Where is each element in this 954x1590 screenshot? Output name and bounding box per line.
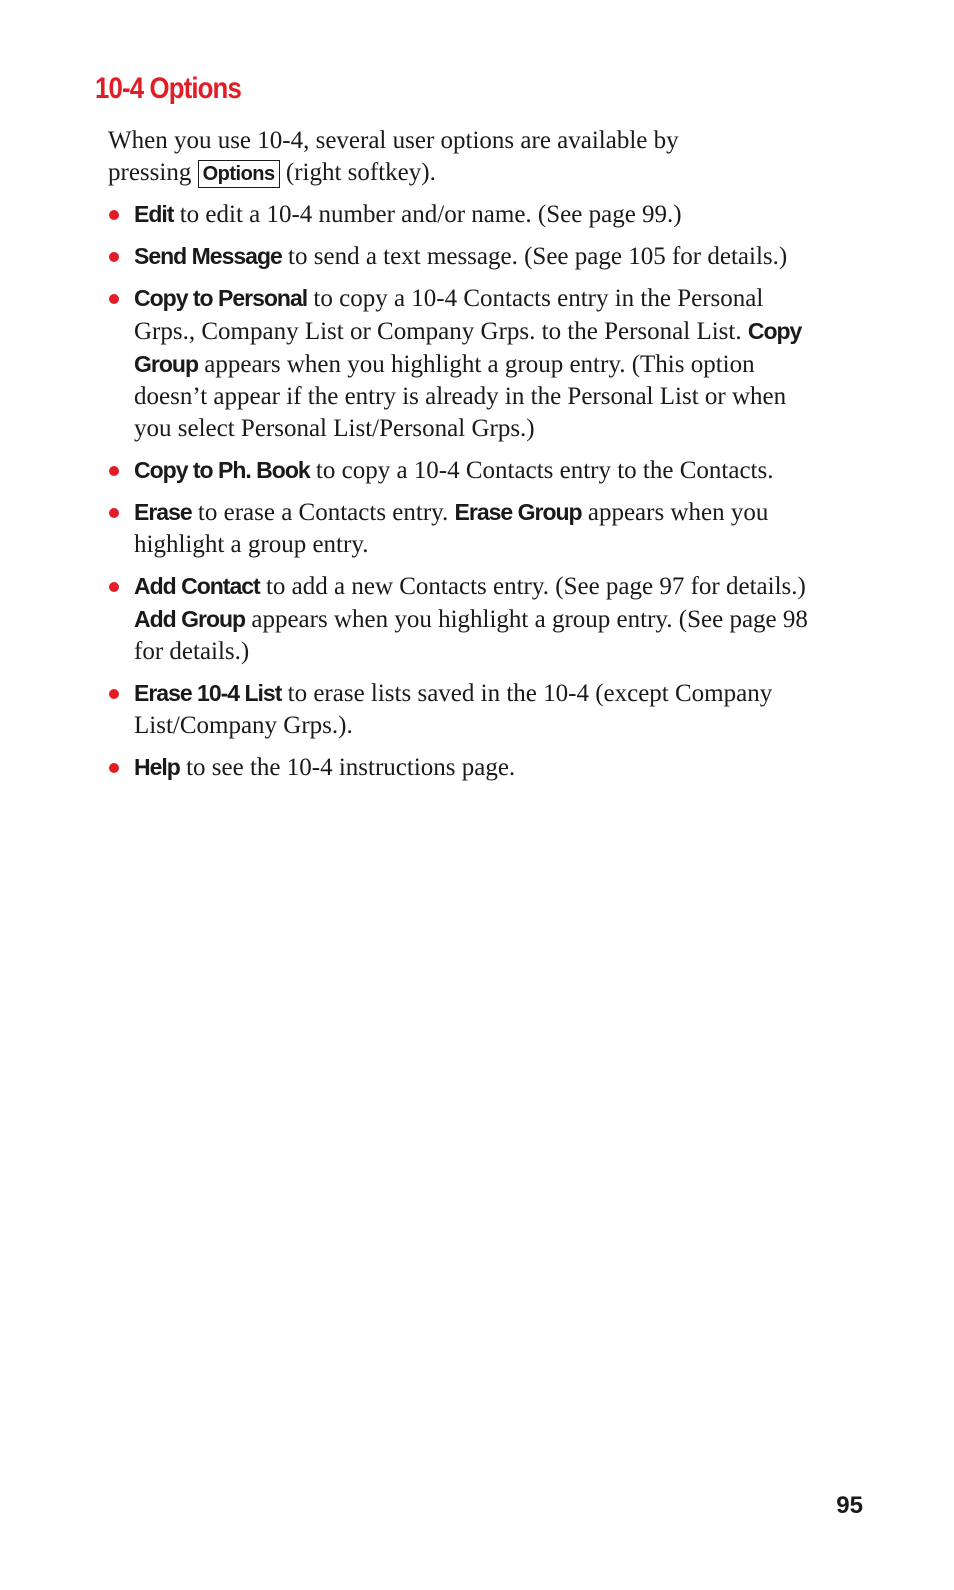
item-description-continued: appears when you highlight a group entry. (See page 98 for details.) xyxy=(134,606,808,665)
bullet-icon xyxy=(109,466,119,476)
item-description: to erase lists saved in the 10-4 (except Company List/Company Grps.). xyxy=(134,680,773,739)
term-help: Help xyxy=(134,754,180,780)
term-copy-group: Copy Group xyxy=(134,318,802,377)
item-description: to erase a Contacts entry. xyxy=(191,499,455,526)
item-description: to see the 10-4 instructions page. xyxy=(179,754,516,781)
options-softkey-label: Options xyxy=(198,160,280,188)
intro-text-before: When you use 10-4, several user options are available by pressing xyxy=(108,127,679,186)
bullet-icon xyxy=(109,508,119,518)
list-item-copy-to-ph-book xyxy=(108,454,808,487)
bullet-icon xyxy=(109,582,119,592)
bullet-icon xyxy=(109,294,119,304)
term-add-group: Add Group xyxy=(134,606,246,632)
bullet-icon xyxy=(109,210,119,220)
term-copy-to-personal: Copy to Personal xyxy=(134,285,308,311)
item-description: to edit a 10-4 number and/or name. (See page 99.) xyxy=(173,201,682,228)
list-item-erase-10-4-list xyxy=(108,677,808,742)
term-send-message: Send Message xyxy=(134,243,282,269)
options-list xyxy=(108,198,808,793)
item-description-continued: appears when you highlight a group entry. xyxy=(134,499,769,558)
term-erase-10-4-list: Erase 10-4 List xyxy=(134,680,282,706)
term-copy-to-ph-book: Copy to Ph. Book xyxy=(134,457,310,483)
intro-paragraph xyxy=(108,125,768,189)
list-item-copy-to-personal xyxy=(108,282,808,445)
list-item-help xyxy=(108,751,808,784)
item-description: to copy a 10-4 Contacts entry to the Contacts. xyxy=(309,457,774,484)
page-number: 95 xyxy=(836,1492,863,1519)
intro-text-after: (right softkey). xyxy=(279,159,436,186)
item-description: to add a new Contacts entry. (See page 97 for details.) xyxy=(259,573,806,600)
page-title: 10-4 Options xyxy=(95,72,241,105)
term-edit: Edit xyxy=(134,201,174,227)
item-description: to send a text message. (See page 105 for details.) xyxy=(281,243,788,270)
term-erase-group: Erase Group xyxy=(454,499,582,525)
list-item-erase xyxy=(108,496,808,561)
bullet-icon xyxy=(109,763,119,773)
item-description-continued: appears when you highlight a group entry. (This option doesn’t appear if the entry is already in the Personal List or when you select Personal List/Personal Grps.) xyxy=(134,351,787,442)
bullet-icon xyxy=(109,252,119,262)
bullet-icon xyxy=(109,689,119,699)
list-item-send-message xyxy=(108,240,808,273)
term-erase: Erase xyxy=(134,499,192,525)
list-item-add-contact xyxy=(108,570,808,668)
item-description: to copy a 10-4 Contacts entry in the Personal Grps., Company List or Company Grps. to the Personal List. xyxy=(134,285,764,345)
term-add-contact: Add Contact xyxy=(134,573,260,599)
list-item-edit xyxy=(108,198,808,231)
